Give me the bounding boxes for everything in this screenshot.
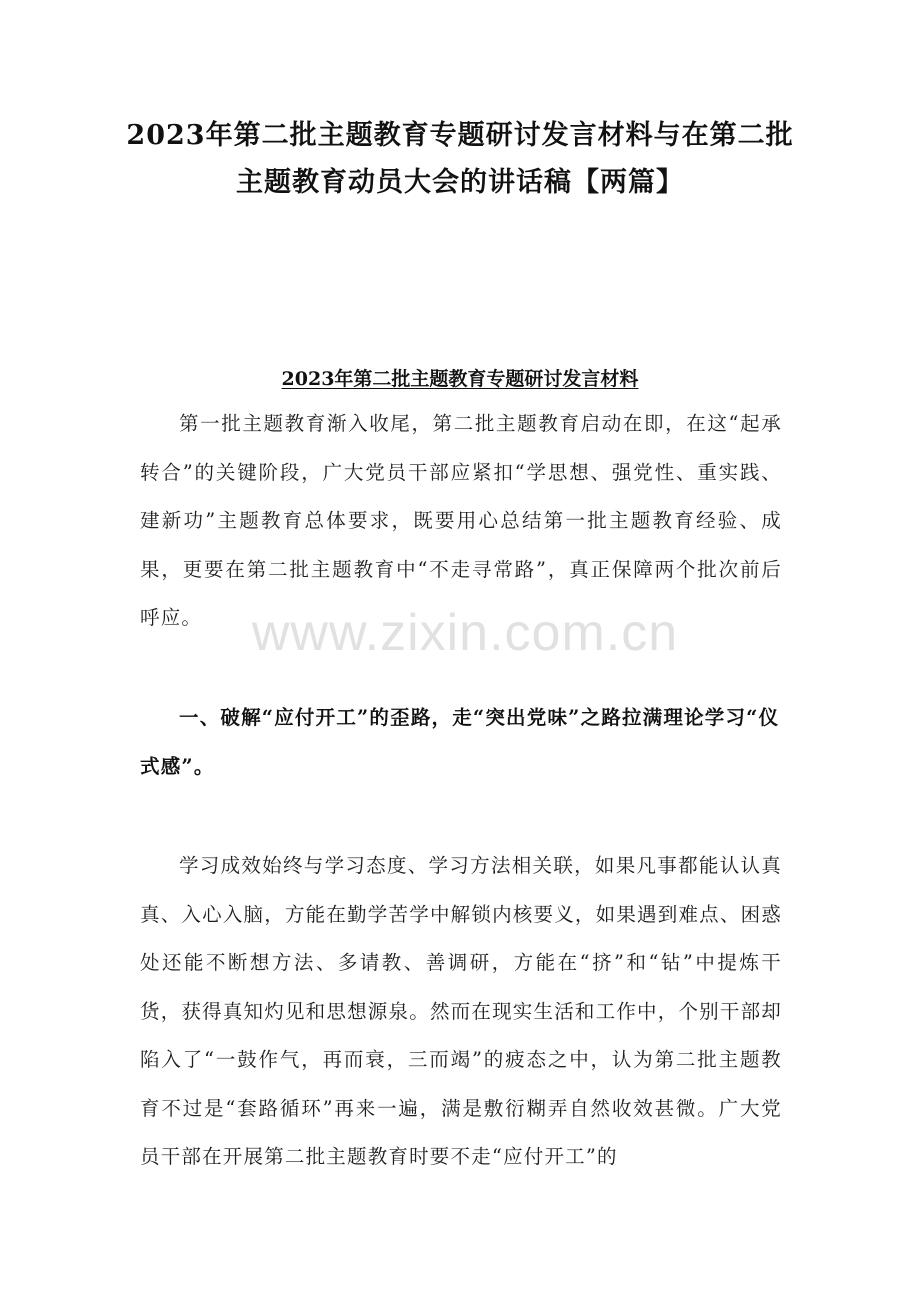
- intro-paragraph: 第一批主题教育渐入收尾，第二批主题教育启动在即，在这“起承转合”的关键阶段，广大党员干部应紧扣“学思想、强党性、重实践、建新功”主题教育总体要求，既要用心总结第一批主题教育经验、成果，更要在第二批主题教育中“不走寻常路”，真正保障两个批次前后呼应。: [140, 412, 782, 629]
- section-title: 2023年第二批主题教育专题研讨发言材料: [281, 368, 639, 390]
- section-heading-1: 一、破解“应付开工”的歪路，走“突出党味”之路拉满理论学习“仪式感”。: [140, 706, 780, 778]
- watermark: www.zixin.com.cn: [251, 604, 679, 662]
- body-paragraph: 学习成效始终与学习态度、学习方法相关联，如果凡事都能认认真真、入心入脑，方能在勤学苦学中解锁内核要义，如果遇到难点、困惑处还能不断想方法、多请教、善调研，方能在“挤”和“钻”中提炼干货，获得真知灼见和思想源泉。然而在现实生活和工作中，个别干部却陷入了“一鼓作气，再而衰，三而竭”的疲态之中，认为第二批主题教育不过是“套路循环”再来一遍，满是敷衍糊弄自然收效甚微。广大党员干部在开展第二批主题教育时要不走“应付开工”的: [140, 854, 782, 1168]
- document-title: 2023年第二批主题教育专题研讨发言材料与在第二批主题教育动员大会的讲话稿【两篇】: [126, 120, 794, 198]
